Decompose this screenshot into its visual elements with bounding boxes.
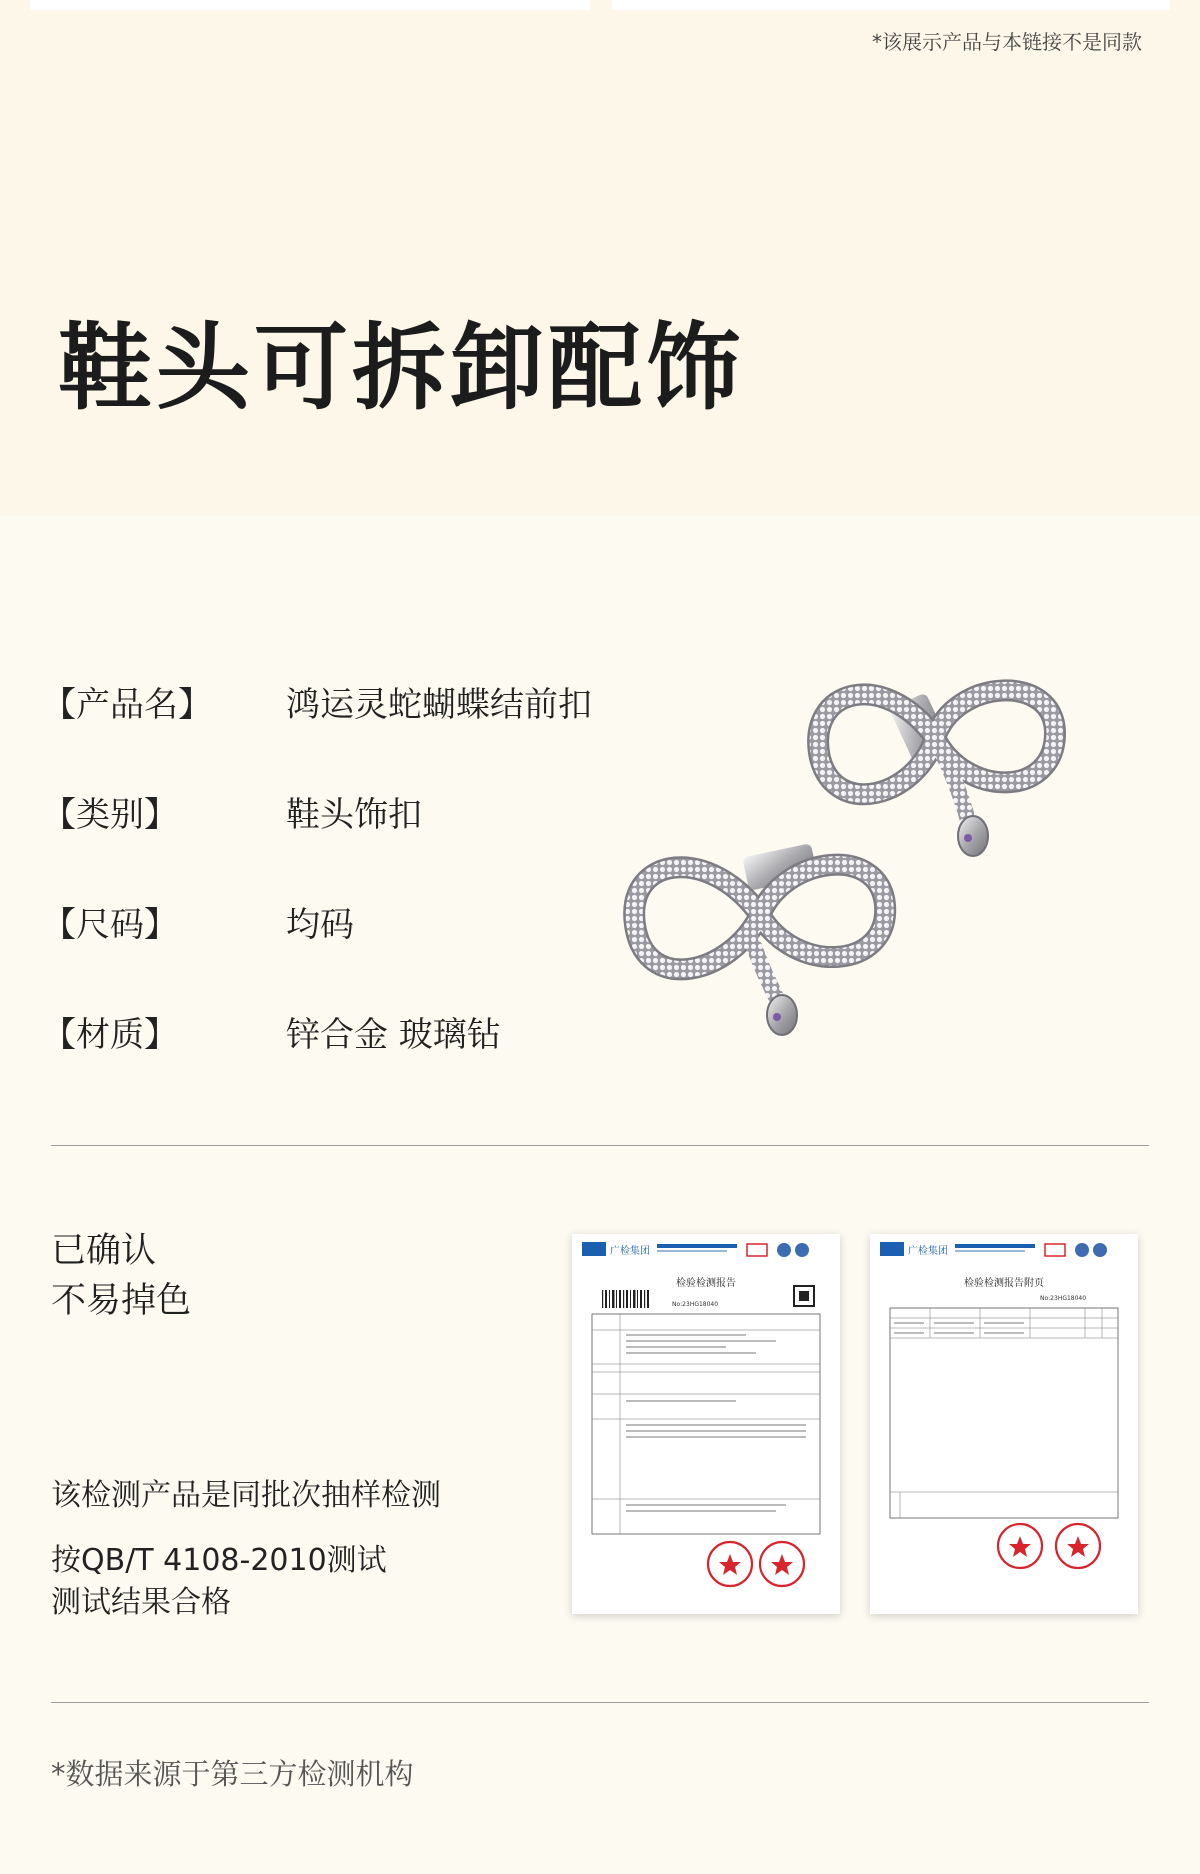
previous-card-edge xyxy=(612,0,1170,10)
spec-key: 【尺码】 xyxy=(42,904,178,945)
standard-line: 测试结果合格 xyxy=(51,1585,231,1620)
cert-title: 检验检测报告附页 xyxy=(964,1278,1044,1289)
spec-row-size xyxy=(42,896,354,946)
spec-key: 【材质】 xyxy=(42,1014,178,1055)
spec-row-product-name xyxy=(42,676,592,726)
spec-row-category xyxy=(42,786,422,836)
spec-key: 【类别】 xyxy=(42,794,178,835)
spec-row-material xyxy=(42,1006,501,1056)
spec-value: 均码 xyxy=(286,904,354,945)
standard-line: 按QB/T 4108-2010测试 xyxy=(51,1543,387,1578)
spec-value: 锌合金 玻璃钻 xyxy=(286,1014,501,1055)
divider xyxy=(51,1145,1149,1146)
page-title: 鞋头可拆卸配饰 xyxy=(58,314,745,423)
cert-org: 广检集团 xyxy=(610,1246,650,1257)
product-image-snake-bow-clips xyxy=(620,660,1080,1070)
previous-card-edge xyxy=(30,0,590,10)
data-source-note: *数据来源于第三方检测机构 xyxy=(51,1757,414,1791)
spec-value: 鸿运灵蛇蝴蝶结前扣 xyxy=(286,684,592,725)
divider xyxy=(51,1702,1149,1703)
cert-org: 广检集团 xyxy=(908,1246,948,1257)
confirm-text xyxy=(51,1226,191,1326)
batch-note: 该检测产品是同批次抽样检测 xyxy=(51,1478,441,1513)
cert-title: 检验检测报告 xyxy=(676,1278,736,1289)
cert-report-no: No:23HG18040 xyxy=(1040,1295,1087,1302)
spec-key: 【产品名】 xyxy=(42,684,212,725)
test-report-certificate xyxy=(572,1234,840,1614)
disclaimer-note: *该展示产品与本链接不是同款 xyxy=(872,30,1142,54)
header-section xyxy=(0,0,1200,516)
spec-value: 鞋头饰扣 xyxy=(286,794,422,835)
test-report-appendix-certificate xyxy=(870,1234,1138,1614)
confirm-line: 不易掉色 xyxy=(51,1281,192,1321)
standard-text xyxy=(51,1540,387,1624)
confirm-line: 已确认 xyxy=(51,1231,157,1271)
cert-report-no: No:23HG18040 xyxy=(672,1301,719,1308)
